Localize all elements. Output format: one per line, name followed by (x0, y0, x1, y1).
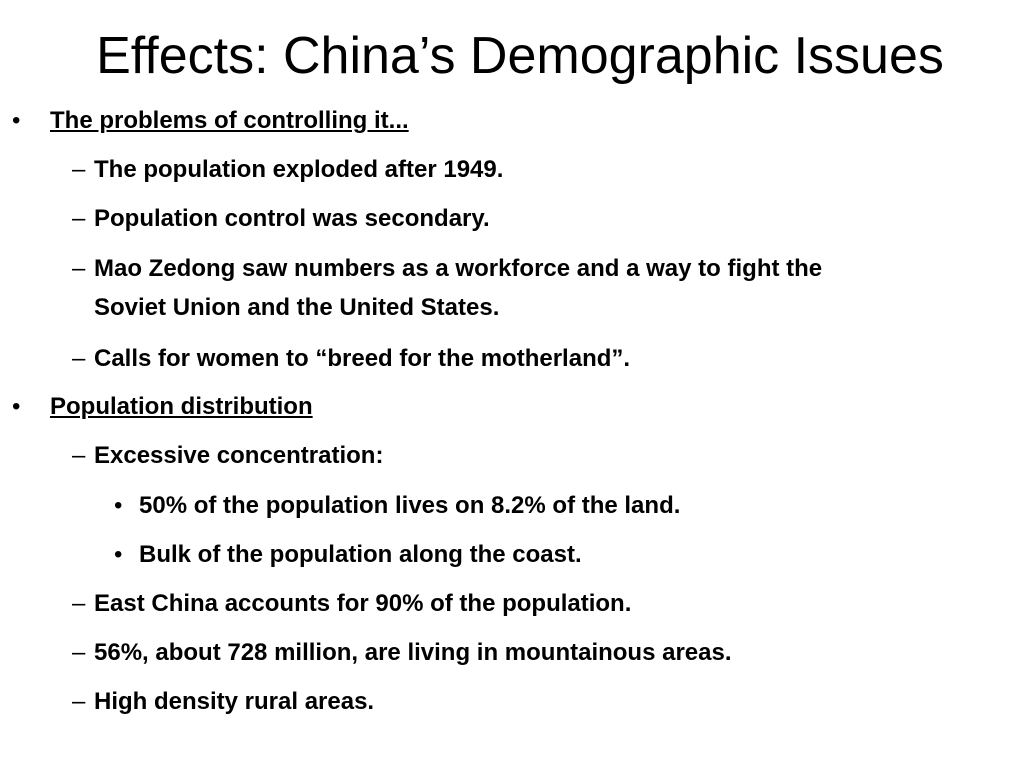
list-item: 56%, about 728 million, are living in mountainous areas. (94, 639, 732, 666)
list-item-continuation: Soviet Union and the United States. (94, 294, 500, 321)
list-item: Population control was secondary. (94, 205, 490, 232)
section-heading-controlling: The problems of controlling it... (50, 107, 409, 134)
sub-list-item: 50% of the population lives on 8.2% of the land. (139, 492, 681, 519)
bullet-marker: • (12, 393, 21, 420)
bullet-marker: • (12, 107, 21, 134)
dash-marker: – (72, 590, 86, 617)
dash-marker: – (72, 156, 86, 183)
bullet-marker: • (114, 492, 123, 519)
dash-marker: – (72, 345, 86, 372)
list-item: Calls for women to “breed for the motherland”. (94, 345, 631, 372)
dash-marker: – (72, 255, 86, 282)
section-heading-distribution: Population distribution (50, 393, 313, 420)
dash-marker: – (72, 688, 86, 715)
dash-marker: – (72, 639, 86, 666)
list-item: Mao Zedong saw numbers as a workforce and a way to fight the (94, 255, 823, 282)
slide-title: Effects: China’s Demographic Issues (96, 27, 944, 85)
bullet-marker: • (114, 541, 123, 568)
sub-list-item: Bulk of the population along the coast. (139, 541, 582, 568)
list-item: Excessive concentration: (94, 442, 384, 469)
dash-marker: – (72, 442, 86, 469)
list-item: The population exploded after 1949. (94, 156, 504, 183)
list-item: East China accounts for 90% of the population. (94, 590, 632, 617)
list-item: High density rural areas. (94, 688, 375, 715)
dash-marker: – (72, 205, 86, 232)
